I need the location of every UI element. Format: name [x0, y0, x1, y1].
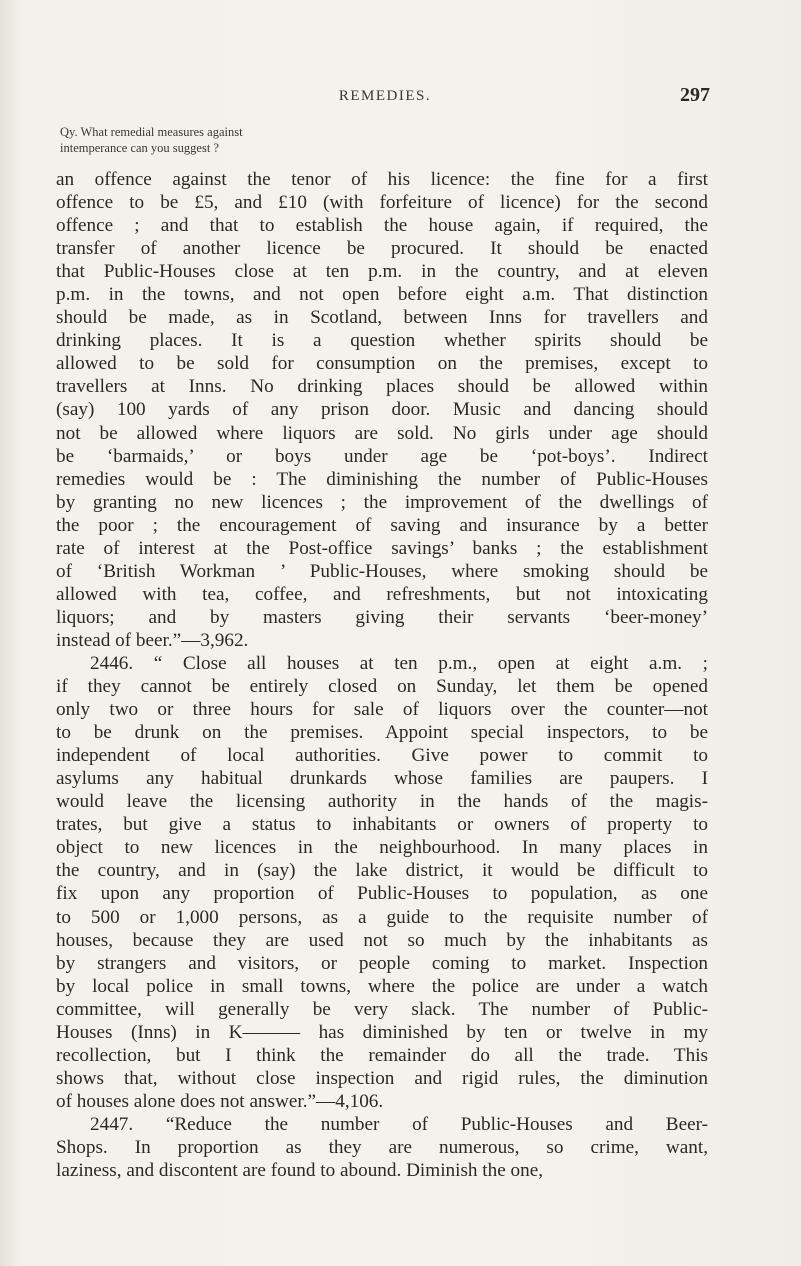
- text-line: by granting no new licences ; the improvement of the dwellings of: [56, 491, 708, 513]
- text-line: committee, will generally be very slack. The number of Public-: [56, 998, 708, 1020]
- text-line: houses, because they are used not so much by the inhabitants as: [56, 929, 708, 951]
- text-line: laziness, and discontent are found to abound. Diminish the one,: [56, 1160, 544, 1182]
- text-line: fix upon any proportion of Public-Houses to population, as one: [56, 883, 708, 905]
- text-line: offence to be £5, and £10 (with forfeiture of licence) for the second: [56, 192, 708, 214]
- text-line: liquors; and by masters giving their servants ‘beer-money’: [56, 606, 708, 628]
- text-line: p.m. in the towns, and not open before eight a.m. That distinction: [56, 284, 708, 306]
- marginal-question-line: Qy. What remedial measures against: [60, 125, 243, 139]
- page-number: 297: [680, 84, 710, 106]
- text-line: allowed with tea, coffee, and refreshments, but not intoxicating: [56, 583, 708, 605]
- text-line: the poor ; the encouragement of saving and insurance by a better: [56, 514, 708, 536]
- text-line: (say) 100 yards of any prison door. Music and dancing should: [56, 399, 708, 421]
- text-line: Shops. In proportion as they are numerous, so crime, want,: [56, 1136, 708, 1158]
- text-line: that Public-Houses close at ten p.m. in the country, and at eleven: [56, 261, 708, 283]
- text-line: recollection, but I think the remainder do all the trade. This: [56, 1044, 708, 1066]
- text-line: of ‘British Workman ’ Public-Houses, where smoking should be: [56, 560, 708, 582]
- text-line: the country, and in (say) the lake district, it would be difficult to: [56, 860, 708, 882]
- paragraph: [56, 168, 708, 652]
- text-line: not be allowed where liquors are sold. No girls under age should: [56, 422, 708, 444]
- text-line: Houses (Inns) in K——— has diminished by ten or twelve in my: [56, 1021, 708, 1043]
- text-line: remedies would be : The diminishing the number of Public-Houses: [56, 468, 708, 490]
- text-line: be ‘barmaids,’ or boys under age be ‘pot-boys’. Indirect: [56, 445, 708, 467]
- text-line: would leave the licensing authority in the hands of the magis-: [56, 791, 708, 813]
- text-line: offence ; and that to establish the house again, if required, the: [56, 215, 708, 237]
- text-line: allowed to be sold for consumption on the premises, except to: [56, 353, 708, 375]
- page-header: [60, 84, 710, 108]
- text-line: rate of interest at the Post-office savings’ banks ; the establishment: [56, 537, 708, 559]
- text-line: of houses alone does not answer.”—4,106.: [56, 1090, 384, 1112]
- body-text: [56, 168, 708, 1182]
- text-line: to be drunk on the premises. Appoint special inspectors, to be: [56, 722, 708, 744]
- text-line: should be made, as in Scotland, between Inns for travellers and: [56, 307, 708, 329]
- text-line: drinking places. It is a question whether spirits should be: [56, 330, 708, 352]
- marginal-question-line: intemperance can you suggest ?: [60, 141, 219, 155]
- text-line: only two or three hours for sale of liquors over the counter—not: [56, 699, 708, 721]
- text-line: shows that, without close inspection and rigid rules, the diminution: [56, 1067, 708, 1089]
- marginal-question: [60, 124, 500, 156]
- text-line: by local police in small towns, where the police are under a watch: [56, 975, 708, 997]
- paragraph: [56, 1113, 708, 1182]
- running-head: REMEDIES.: [338, 88, 432, 104]
- text-line: trates, but give a status to inhabitants or owners of property to: [56, 814, 708, 836]
- text-line: 2447. “Reduce the number of Public-Houses and Beer-: [90, 1113, 708, 1135]
- text-line: object to new licences in the neighbourhood. In many places in: [56, 837, 708, 859]
- text-line: independent of local authorities. Give power to commit to: [56, 745, 708, 767]
- text-line: asylums any habitual drunkards whose families are paupers. I: [56, 768, 708, 790]
- paragraph: [56, 652, 708, 1113]
- text-line: instead of beer.”—3,962.: [56, 629, 249, 651]
- text-line: to 500 or 1,000 persons, as a guide to the requisite number of: [56, 906, 708, 928]
- text-line: 2446. “ Close all houses at ten p.m., open at eight a.m. ;: [90, 652, 708, 674]
- text-line: transfer of another licence be procured. It should be enacted: [56, 238, 708, 260]
- text-line: an offence against the tenor of his licence: the fine for a first: [56, 169, 708, 190]
- text-line: by strangers and visitors, or people coming to market. Inspection: [56, 952, 708, 974]
- text-line: if they cannot be entirely closed on Sunday, let them be opened: [56, 676, 708, 698]
- text-line: travellers at Inns. No drinking places should be allowed within: [56, 376, 708, 398]
